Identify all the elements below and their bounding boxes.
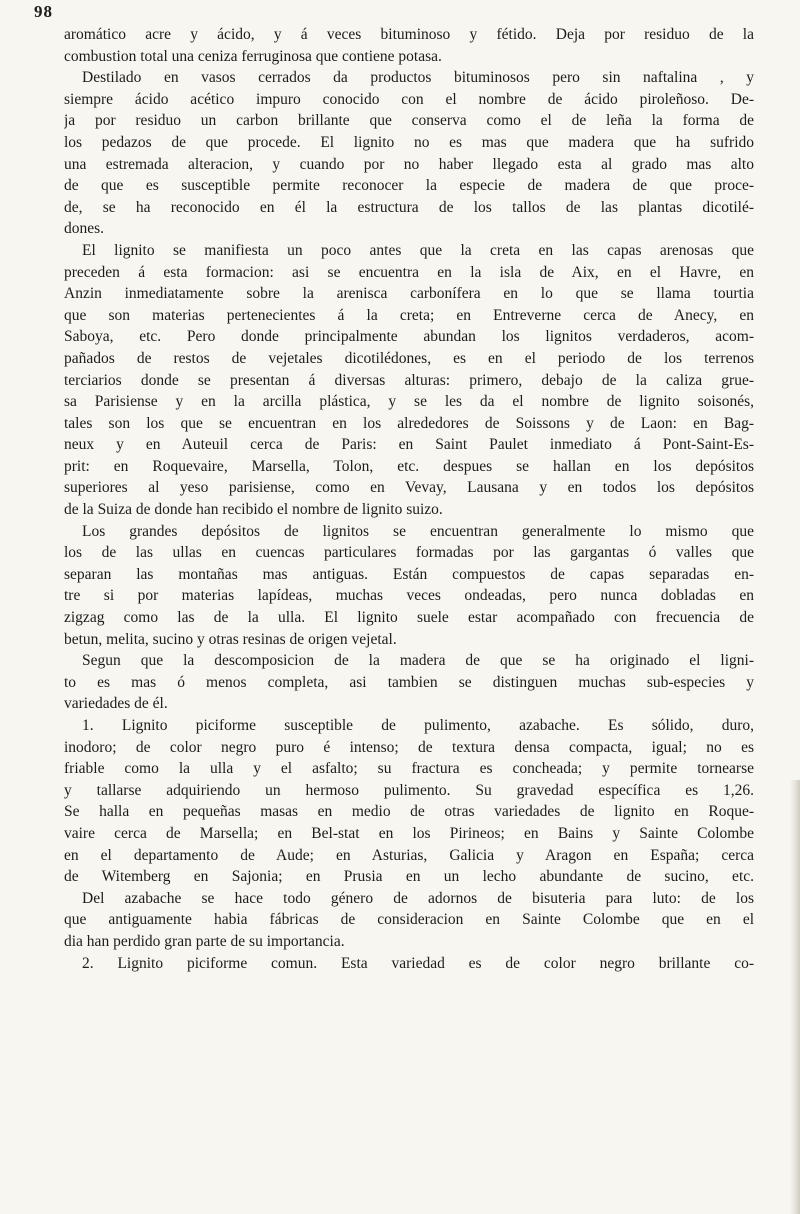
text-line: de, se ha reconocido en él la estructura de los tallos de las plantas dicotilé- <box>64 198 754 216</box>
page-number: 98 <box>34 2 53 21</box>
text-line: neux y en Auteuil cerca de Paris: en Saint Paulet inmediato á Pont-Saint-Es- <box>64 436 754 454</box>
text-line: betun, melita, sucino y otras resinas de origen vejetal. <box>64 630 397 648</box>
text-line: friable como la ulla y el asfalto; su fractura es concheada; y permite tornearse <box>64 760 754 778</box>
text-line: variedades de él. <box>64 695 168 713</box>
text-line: que son materias pertenecientes á la creta; en Entreverne cerca de Anecy, en <box>64 306 754 324</box>
text-line: de que es susceptible permite reconocer la especie de madera de que proce- <box>64 177 754 195</box>
text-line: tales son los que se encuentran en los alrededores de Soissons y de Laon: en Bag- <box>64 414 754 432</box>
text-line: 1. Lignito piciforme susceptible de pulimento, azabache. Es sólido, duro, <box>82 717 754 734</box>
text-line: terciarios donde se presentan á diversas alturas: primero, debajo de la caliza grue- <box>64 371 754 389</box>
text-line: superiores al yeso parisiense, como en Vevay, Lausana y en todos los depósitos <box>64 479 754 497</box>
text-line: tre si por materias lapídeas, muchas veces ondeadas, pero nunca dobladas en <box>64 587 754 605</box>
text-line: pañados de restos de vejetales dicotilédones, es en el periodo de los terrenos <box>64 349 754 367</box>
text-line: Segun que la descomposicion de la madera de que se ha originado el ligni- <box>82 652 754 670</box>
text-line: to es mas ó menos completa, asi tambien se distinguen muchas sub-especies y <box>64 673 754 691</box>
text-line: combustion total una ceniza ferruginosa que contiene potasa. <box>64 47 442 65</box>
text-line: siempre ácido acético impuro conocido con el nombre de ácido piroleñoso. De- <box>64 90 754 108</box>
text-line: ja por residuo un carbon brillante que conserva como el de leña la forma de <box>64 112 754 130</box>
body-text <box>64 24 754 974</box>
text-line: los pedazos de que procede. El lignito no es mas que madera que ha sufrido <box>64 133 754 151</box>
text-line: aromático acre y ácido, y á veces bituminoso y fétido. Deja por residuo de la <box>64 26 754 43</box>
text-line: zigzag como las de la ulla. El lignito suele estar acompañado con frecuencia de <box>64 609 754 627</box>
text-line: El lignito se manifiesta un poco antes que la creta en las capas arenosas que <box>82 241 754 259</box>
text-line: una estremada alteracion, y cuando por no haber llegado esta al grado mas alto <box>64 155 754 173</box>
text-line: que antiguamente habia fábricas de consideracion en Sainte Colombe que en el <box>64 911 754 929</box>
text-line: 2. Lignito piciforme comun. Esta variedad es de color negro brillante co- <box>82 954 754 972</box>
text-line: preceden á esta formacion: asi se encuentra en la isla de Aix, en el Havre, en <box>64 263 754 281</box>
text-line: de la Suiza de donde han recibido el nombre de lignito suizo. <box>64 501 443 519</box>
text-line: en el departamento de Aude; en Asturias, Galicia y Aragon en España; cerca <box>64 846 754 864</box>
text-line: de Witemberg en Sajonia; en Prusia en un lecho abundante de sucino, etc. <box>64 868 754 886</box>
text-line: los de las ullas en cuencas particulares formadas por las gargantas ó valles que <box>64 544 754 562</box>
text-line: Anzin inmediatamente sobre la arenisca carbonífera en lo que se llama tourtia <box>64 285 754 303</box>
text-line: Del azabache se hace todo género de adornos de bisuteria para luto: de los <box>82 889 754 907</box>
text-line: vaire cerca de Marsella; en Bel-stat en los Pirineos; en Bains y Sainte Colombe <box>64 824 754 842</box>
text-line: Los grandes depósitos de lignitos se encuentran generalmente lo mismo que <box>82 522 754 540</box>
page-edge-shadow <box>790 780 800 1214</box>
text-line: separan las montañas mas antiguas. Están compuestos de capas separadas en- <box>64 565 754 583</box>
text-line: y tallarse adquiriendo un hermoso pulimento. Su gravedad específica es 1,26. <box>64 781 754 799</box>
text-line: inodoro; de color negro puro é intenso; de textura densa compacta, igual; no es <box>64 738 754 756</box>
text-line: dones. <box>64 220 105 238</box>
text-line: Destilado en vasos cerrados da productos bituminosos pero sin naftalina , y <box>82 69 754 87</box>
text-line: Se halla en pequeñas masas en medio de otras variedades de lignito en Roque- <box>64 803 754 821</box>
text-line: sa Parisiense y en la arcilla plástica, y se les da el nombre de lignito soisonés, <box>64 393 754 411</box>
text-line: Saboya, etc. Pero donde principalmente abundan los lignitos verdaderos, acom- <box>64 328 754 346</box>
text-line: prit: en Roquevaire, Marsella, Tolon, etc. despues se hallan en los depósitos <box>64 457 754 475</box>
text-line: dia han perdido gran parte de su importancia. <box>64 932 345 950</box>
